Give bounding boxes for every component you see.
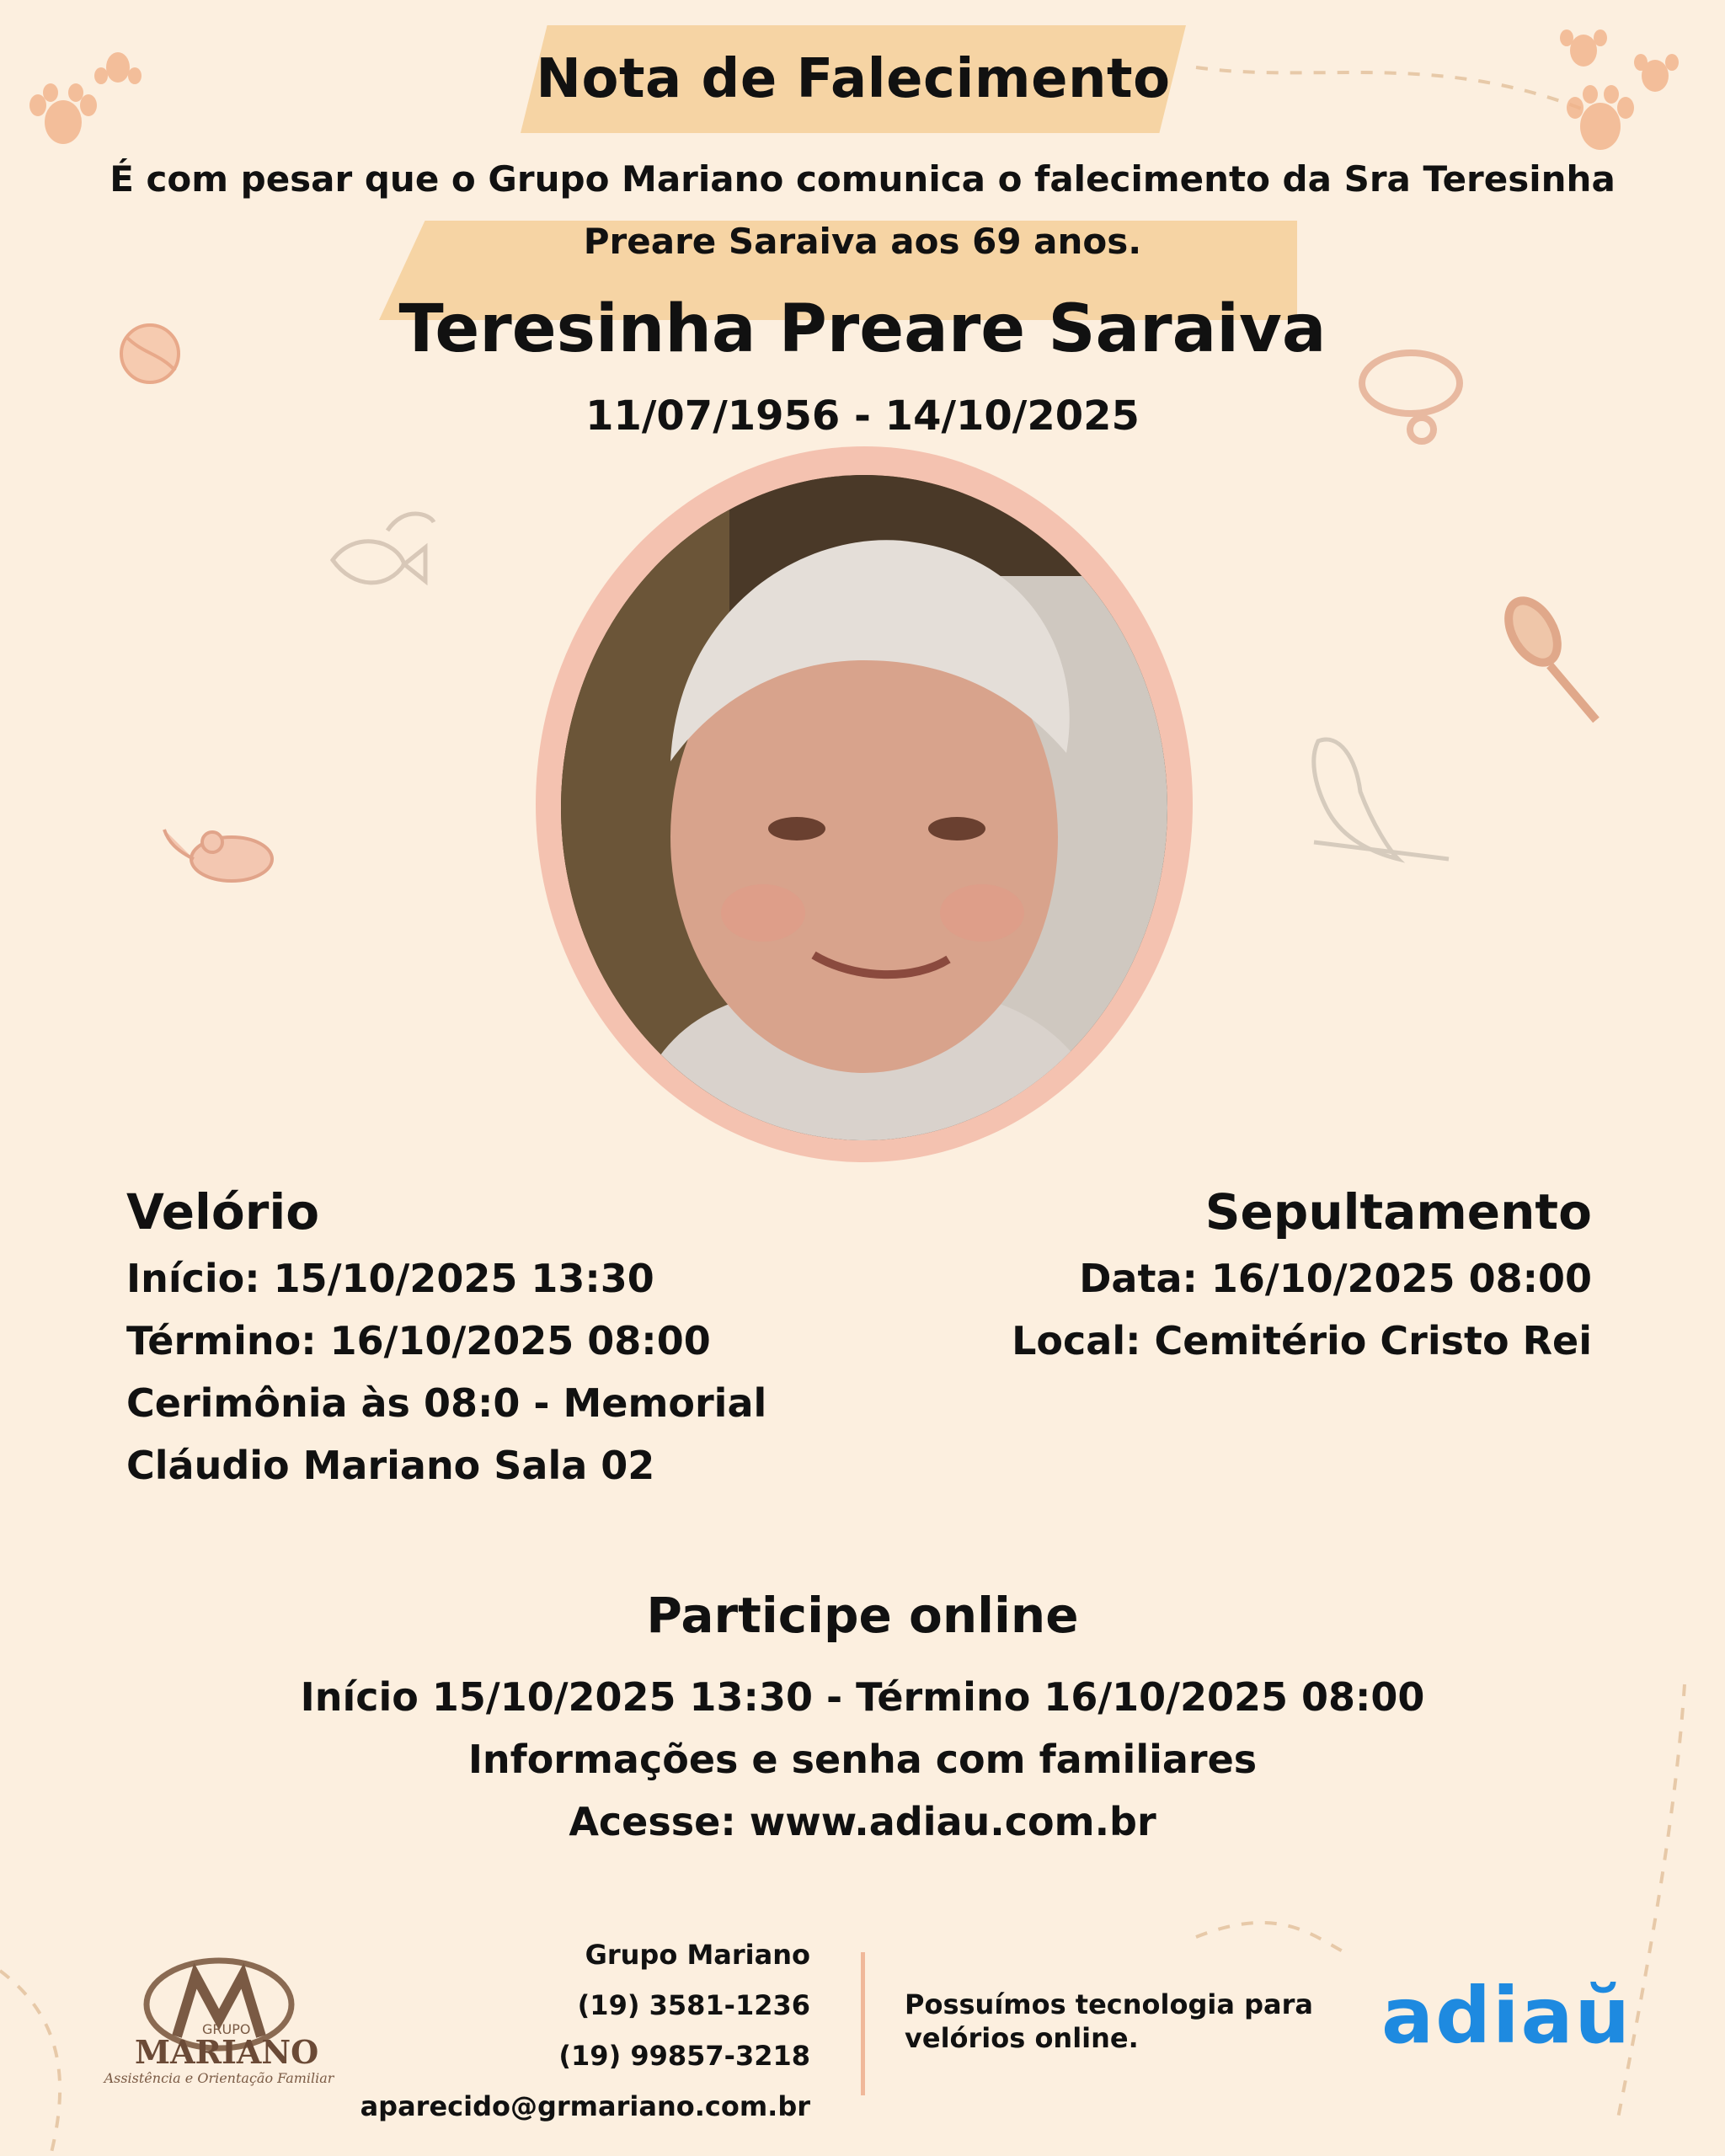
- life-dates: 11/07/1956 - 14/10/2025: [585, 392, 1140, 440]
- adiau-logo: adiaŭ: [1381, 1971, 1632, 2061]
- page-title: Nota de Falecimento: [536, 48, 1171, 110]
- online-schedule: Início 15/10/2025 13:30 - Término 16/10/2025 08:00: [300, 1674, 1425, 1720]
- velorio-heading: Velório: [126, 1183, 320, 1241]
- footer-phone-2[interactable]: (19) 99857-3218: [558, 2040, 810, 2072]
- sepultamento-heading: Sepultamento: [1204, 1183, 1592, 1241]
- portrait-photo: [561, 475, 1167, 1140]
- sepultamento-location: Local: Cemitério Cristo Rei: [1012, 1318, 1592, 1364]
- footer-phone-1[interactable]: (19) 3581-1236: [577, 1989, 810, 2021]
- velorio-start: Início: 15/10/2025 13:30: [126, 1256, 654, 1301]
- intro-text: É com pesar que o Grupo Mariano comunica o falecimento da Sra Teresinha Preare Saraiva aos 69 anos.: [109, 158, 1616, 262]
- mouse-toy-icon: [164, 830, 272, 881]
- online-info: Informações e senha com familiares: [467, 1737, 1258, 1782]
- logo-small-text: GRUPO: [202, 2021, 251, 2037]
- parakeet-icon: [1314, 739, 1449, 859]
- velorio-ceremony: Cerimônia às 08:0 - Memorial: [126, 1380, 767, 1426]
- velorio-end: Término: 16/10/2025 08:00: [126, 1318, 711, 1364]
- footer-email[interactable]: aparecido@grmariano.com.br: [360, 2090, 810, 2122]
- deceased-name: Teresinha Preare Saraiva: [398, 291, 1327, 367]
- online-heading: Participe online: [646, 1587, 1079, 1644]
- fish-icon: [333, 514, 434, 583]
- tech-text: Possuímos tecnologia para velórios online.: [905, 1988, 1313, 2054]
- logo-tagline: Assistência e Orientação Familiar: [104, 2070, 334, 2086]
- mariano-logo: [101, 1952, 337, 2095]
- portrait-illustration: [561, 475, 1167, 1140]
- online-access-link[interactable]: Acesse: www.adiau.com.br: [569, 1799, 1156, 1844]
- velorio-room: Cláudio Mariano Sala 02: [126, 1443, 655, 1488]
- logo-name: MARIANO: [135, 2033, 319, 2071]
- footer-divider: [861, 1952, 865, 2095]
- footer-company: Grupo Mariano: [585, 1939, 810, 1971]
- brush-icon: [1498, 592, 1596, 720]
- sepultamento-date: Data: 16/10/2025 08:00: [1079, 1256, 1592, 1301]
